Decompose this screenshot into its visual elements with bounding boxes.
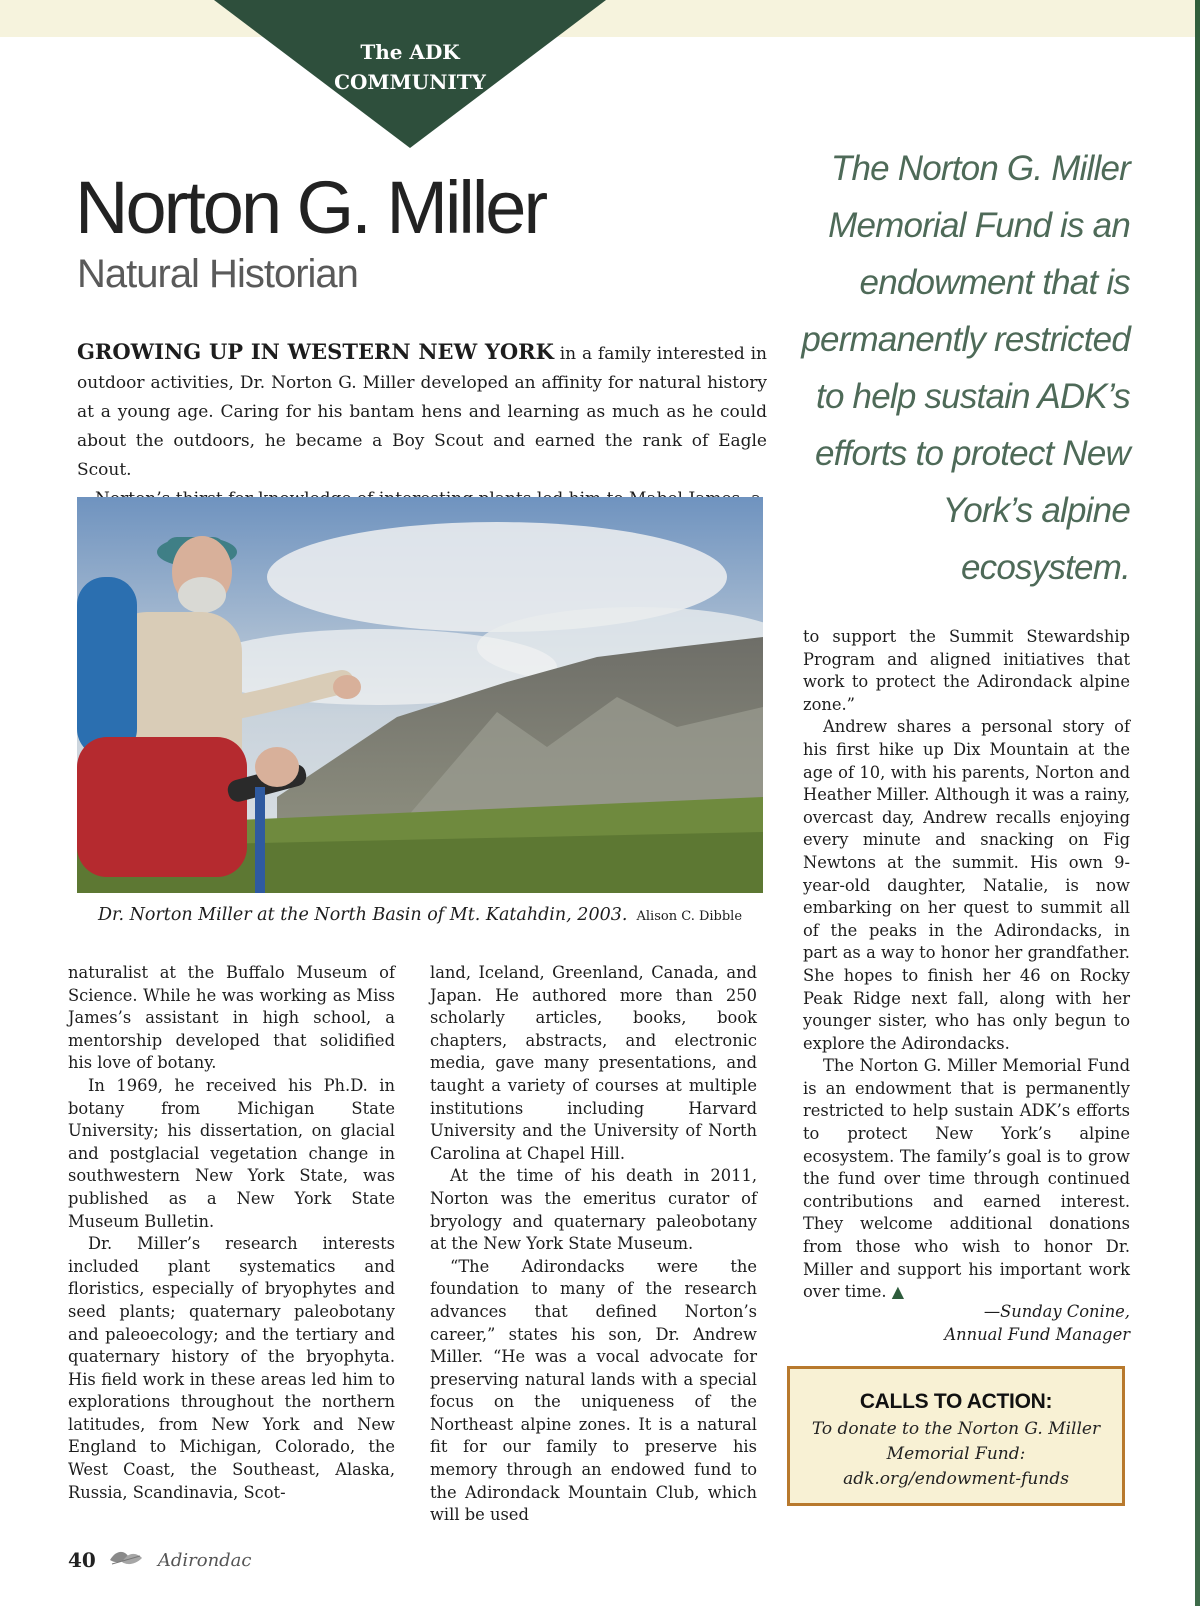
cta-line-2: Memorial Fund: [886, 1444, 1026, 1464]
column-2-paragraph-3: “The Adirondacks were the foundation to many of the research advances that defined Norton’s career,” states his son, Dr. Andrew Miller. “He was a vocal advocate for preserving natural lands with a special focus on the uniqueness of the Northeast alpine zones. It is a natural fit for our family to preserve his memory through an endowed fund to the Adirondack Mountain Club, which will be used [430, 1256, 757, 1525]
end-mark-icon: ▲ [891, 1282, 905, 1302]
intro-paragraph-1 [77, 337, 767, 485]
lead-in: GROWING UP IN WESTERN NEW YORK [77, 339, 554, 364]
column-1-paragraph-2: In 1969, he received his Ph.D. in botany from Michigan State University; his dissertation, on glacial and postglacial vegetation change in southwestern New York State, was published as a New York State Museum Bulletin. [68, 1075, 395, 1231]
section-banner [214, 0, 606, 150]
page-number: 40 [68, 1548, 96, 1572]
article-photo [77, 497, 763, 893]
article-title: Norton G. Miller [75, 166, 546, 249]
call-to-action-box [787, 1366, 1125, 1506]
cta-link[interactable]: adk.org/endowment-funds [843, 1469, 1069, 1489]
column-1-paragraph-3: Dr. Miller’s research interests included plant systematics and floristics, especially of bryophytes and seed plants; quaternary paleobotany and paleoecology; and the tertiary and quaternary history of the bryophyta. His field work in these areas led him to explorations throughout the northern latitudes, from New York and New England to Michigan, Colorado, the West Coast, the Southeast, Alaska, Russia, Scandinavia, Scot- [68, 1234, 395, 1502]
cta-text [790, 1417, 1122, 1492]
body-column-2 [430, 962, 757, 1527]
body-column-1 [68, 962, 395, 1504]
caption-text: Dr. Norton Miller at the North Basin of Mt. Katahdin, 2003. [97, 905, 628, 925]
pull-quote: The Norton G. Miller Memorial Fund is an endowment that is permanently restricted to help sustain ADK’s efforts to protect New York’s alpine ecosystem. [801, 149, 1130, 587]
column-1-paragraph-1: naturalist at the Buffalo Museum of Science. While he was working as Miss James’s assistant in high school, a mentorship developed that solidified his love of botany. [68, 963, 395, 1073]
photo-illustration [77, 497, 763, 893]
column-2-paragraph-2: At the time of his death in 2011, Norton was the emeritus curator of bryology and quaternary paleobotany at the New York State Museum. [430, 1166, 757, 1254]
column-3-paragraph-3-text: The Norton G. Miller Memorial Fund is an endowment that is permanently restricted to help sustain ADK’s efforts to protect New York’s alpine ecosystem. The family’s goal is to grow the fund over time through continued contributions and earned interest. They welcome additional donations from those who wish to honor Dr. Miller and support his important work over time. [803, 1056, 1130, 1302]
column-3-paragraph-2: Andrew shares a personal story of his first hike up Dix Mountain at the age of 10, with his parents, Norton and Heather Miller. Although it was a rainy, overcast day, Andrew recalls enjoying every minute and snacking on Fig Newtons at the summit. His own 9-year-old daughter, Natalie, is now embarking on her quest to summit all of the peaks in the Adirondacks, in part as a way to honor her grandfather. She hopes to finish her 46 on Rocky Peak Ridge next fall, along with her younger sister, who has only begun to explore the Adirondacks. [803, 717, 1130, 1053]
body-column-3 [803, 626, 1130, 1304]
author-role: Annual Fund Manager [944, 1325, 1130, 1344]
article-subtitle: Natural Historian [77, 252, 358, 296]
adjacent-page-edge [1195, 0, 1200, 1606]
column-2-paragraph-1: land, Iceland, Greenland, Canada, and Japan. He authored more than 250 scholarly articles, books, book chapters, abstracts, and electronic media, gave many presentations, and taught a variety of courses at multiple institutions including Harvard University and the University of North Carolina at Chapel Hill. [430, 963, 757, 1163]
photo-caption [77, 905, 763, 925]
photo-credit: Alison C. Dibble [636, 909, 743, 924]
section-label-line2: COMMUNITY [334, 70, 486, 94]
page-footer [68, 1545, 252, 1575]
publication-name: Adirondac [157, 1549, 252, 1571]
intro-paragraph-1-body: in a family interested in outdoor activities, Dr. Norton G. Miller developed an affinity for natural history at a young age. Caring for his bantam hens and learning as much as he could about the outdoors, he became a Boy Scout and earned the rank of Eagle Scout. [77, 344, 767, 480]
author-name: —Sunday Conine, [983, 1302, 1130, 1321]
column-3-paragraph-1: to support the Summit Stewardship Program and aligned initiatives that work to protect the Adirondack alpine zone.” [803, 627, 1130, 714]
column-3-paragraph-3 [803, 1055, 1130, 1304]
author-signoff [803, 1300, 1130, 1346]
cta-line-1: To donate to the Norton G. Miller [811, 1419, 1101, 1439]
intro-text [77, 337, 767, 514]
cta-title: CALLS TO ACTION: [859, 1390, 1053, 1413]
section-label-line1: The ADK [360, 40, 460, 64]
leaf-icon [108, 1548, 144, 1572]
section-label [214, 37, 606, 97]
